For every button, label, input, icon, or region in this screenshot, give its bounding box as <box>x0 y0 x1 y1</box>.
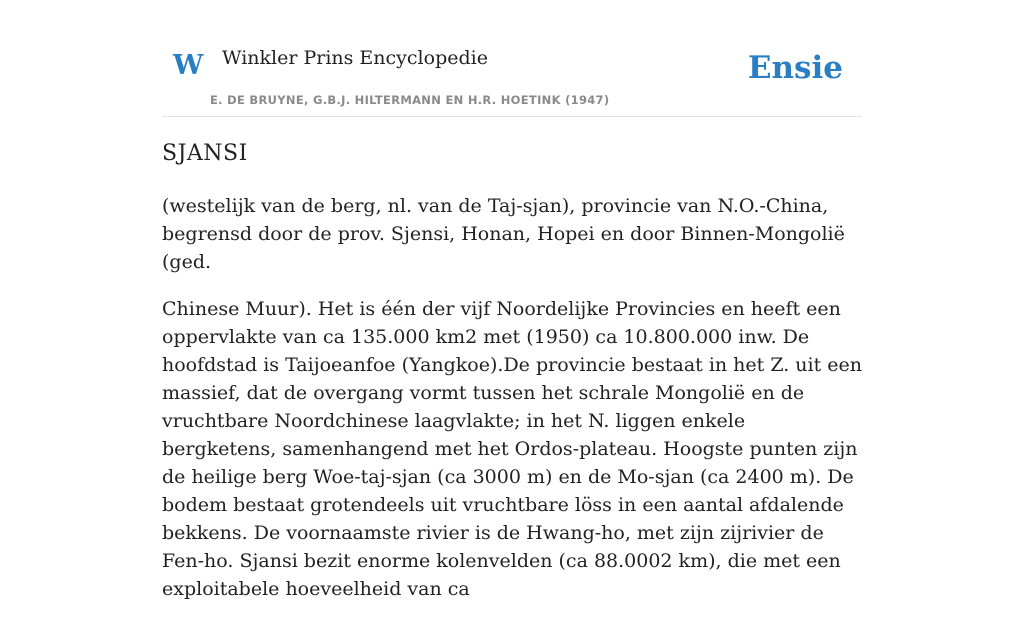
winkler-prins-logo[interactable]: W <box>173 50 204 81</box>
authors-line: E. DE BRUYNE, G.B.J. HILTERMANN EN H.R. HOETINK (1947) <box>210 93 610 107</box>
site-title: Winkler Prins Encyclopedie <box>222 47 488 69</box>
article-body <box>162 192 862 622</box>
article-paragraph: Chinese Muur). Het is één der vijf Noordelijke Provincies en heeft een oppervlakte van ca 135.000 km2 met (1950) ca 10.800.000 inw. De hoofdstad is Taijoeanfoe (Yangkoe).De provincie bestaat in het Z. uit een massief, dat de overgang vormt tussen het schrale Mongolië en de vruchtbare Noordchinese laagvlakte; in het N. liggen enkele bergketens, samenhangend met het Ordos-plateau. Hoogste punten zijn de heilige berg Woe-taj-sjan (ca 3000 m) en de Mo-sjan (ca 2400 m). De bodem bestaat grotendeels uit vruchtbare löss in een aantal afdalende bekkens. De voornaamste rivier is de Hwang-ho, met zijn zijrivier de Fen-ho. Sjansi bezit enorme kolenvelden (ca 88.0002 km), die met een exploitabele hoeveelheid van ca <box>162 298 862 600</box>
site-header <box>162 0 862 117</box>
article-paragraph: (westelijk van de berg, nl. van de Taj-sjan), provincie van N.O.-China, begrensd door de prov. Sjensi, Honan, Hopei en door Binnen-Mongolië (ged. <box>162 195 845 273</box>
article-title: SJANSI <box>162 141 248 166</box>
page <box>162 0 862 600</box>
ensie-logo[interactable]: Ensie <box>747 50 843 86</box>
